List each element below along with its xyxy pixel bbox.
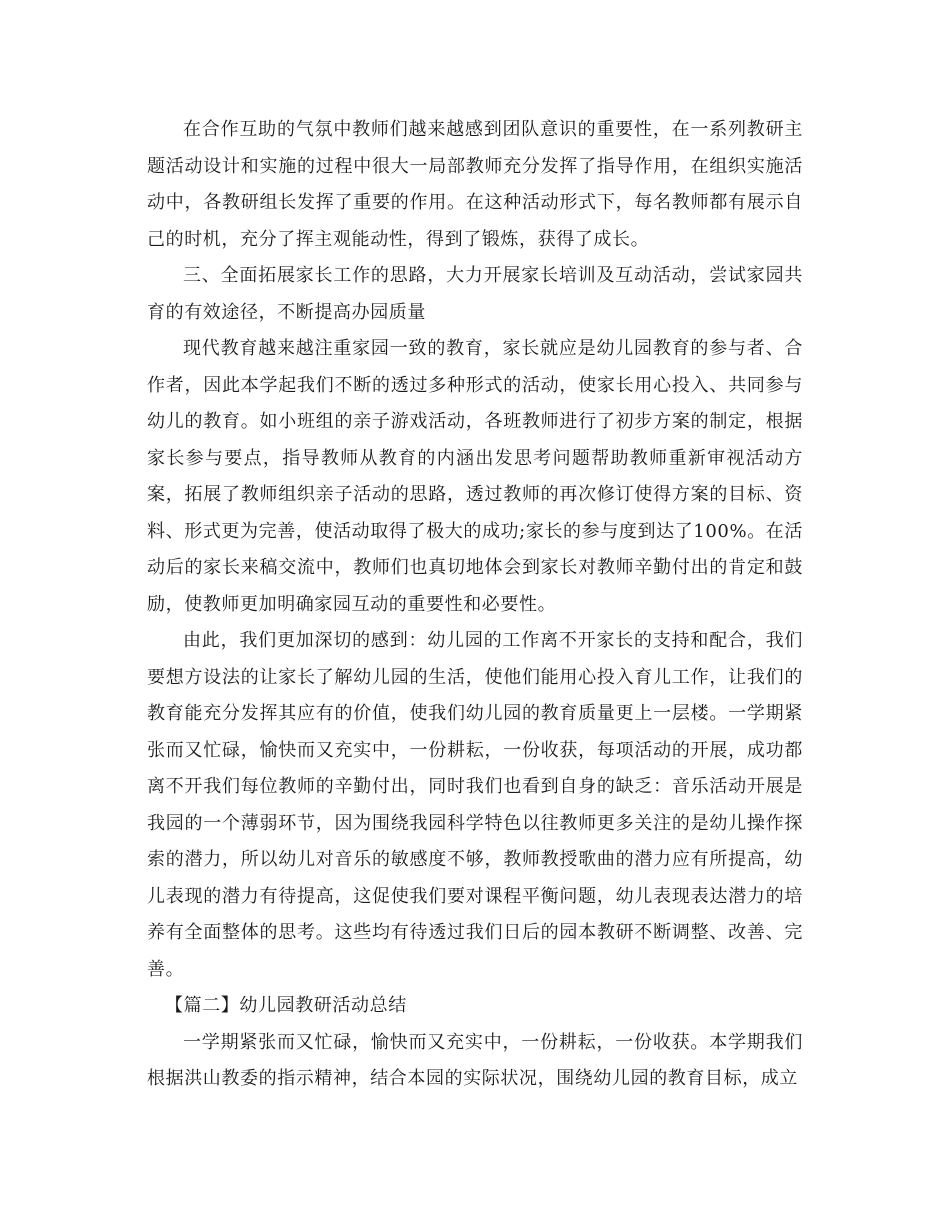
paragraph-reflection: 由此，我们更加深切的感到：幼儿园的工作离不开家长的支持和配合，我们要想方设法的让家长了解幼儿园的生活，使他们能用心投入育儿工作，让我们的教育能充分发挥其应有的价值，使我们幼儿园的教育质量更上一层楼。一学期紧张而又忙碌，愉快而又充实中，一份耕耘，一份收获，每项活动的开展，成功都离不开我们每位教师的辛勤付出，同时我们也看到自身的缺乏：音乐活动开展是我园的一个薄弱环节，因为围绕我园科学特色以往教师更多关注的是幼儿操作探索的潜力，所以幼儿对音乐的敏感度不够，教师教授歌曲的潜力应有所提高，幼儿表现的潜力有待提高，这促使我们要对课程平衡问题，幼儿表现表达潜力的培养有全面整体的思考。这些均有待透过我们日后的园本教研不断调整、改善、完善。 [147, 630, 803, 980]
paragraph-home-school-education: 现代教育越来越注重家园一致的教育，家长就应是幼儿园教育的参与者、合作者，因此本学起我们不断的透过多种形式的活动，使家长用心投入、共同参与幼儿的教育。如小班组的亲子游戏活动，各班教师进行了初步方案的制定，根据家长参与要点，指导教师从教育的内涵出发思考问题帮助教师重新审视活动方案，拓展了教师组织亲子活动的思路，透过教师的再次修订使得方案的目标、资料、形式更为完善，使活动取得了极大的成功;家长的参与度到达了100%。在活动后的家长来稿交流中，教师们也真切地体会到家长对教师辛勤付出的肯定和鼓励，使教师更加明确家园互动的重要性和必要性。 [147, 338, 803, 615]
paragraph-part-two-intro: 一学期紧张而又忙碌，愉快而又充实中，一份耕耘，一份收获。本学期我们根据洪山教委的指示精神，结合本园的实际状况，围绕幼儿园的教育目标，成立 [147, 1031, 803, 1089]
paragraph-teamwork: 在合作互助的气氛中教师们越来越感到团队意识的重要性，在一系列教研主题活动设计和实施的过程中很大一局部教师充分发挥了指导作用，在组织实施活动中，各教研组长发挥了重要的作用。在这种活动形式下，每名教师都有展示自己的时机，充分了挥主观能动性，得到了锻炼，获得了成长。 [147, 119, 803, 250]
chapter-heading-part-two: 【篇二】幼儿园教研活动总结 [165, 995, 407, 1016]
section-heading-parent-work: 三、全面拓展家长工作的思路，大力开展家长培训及互动活动，尝试家园共育的有效途径，不断提高办园质量 [147, 265, 803, 323]
document-body [147, 112, 803, 1098]
